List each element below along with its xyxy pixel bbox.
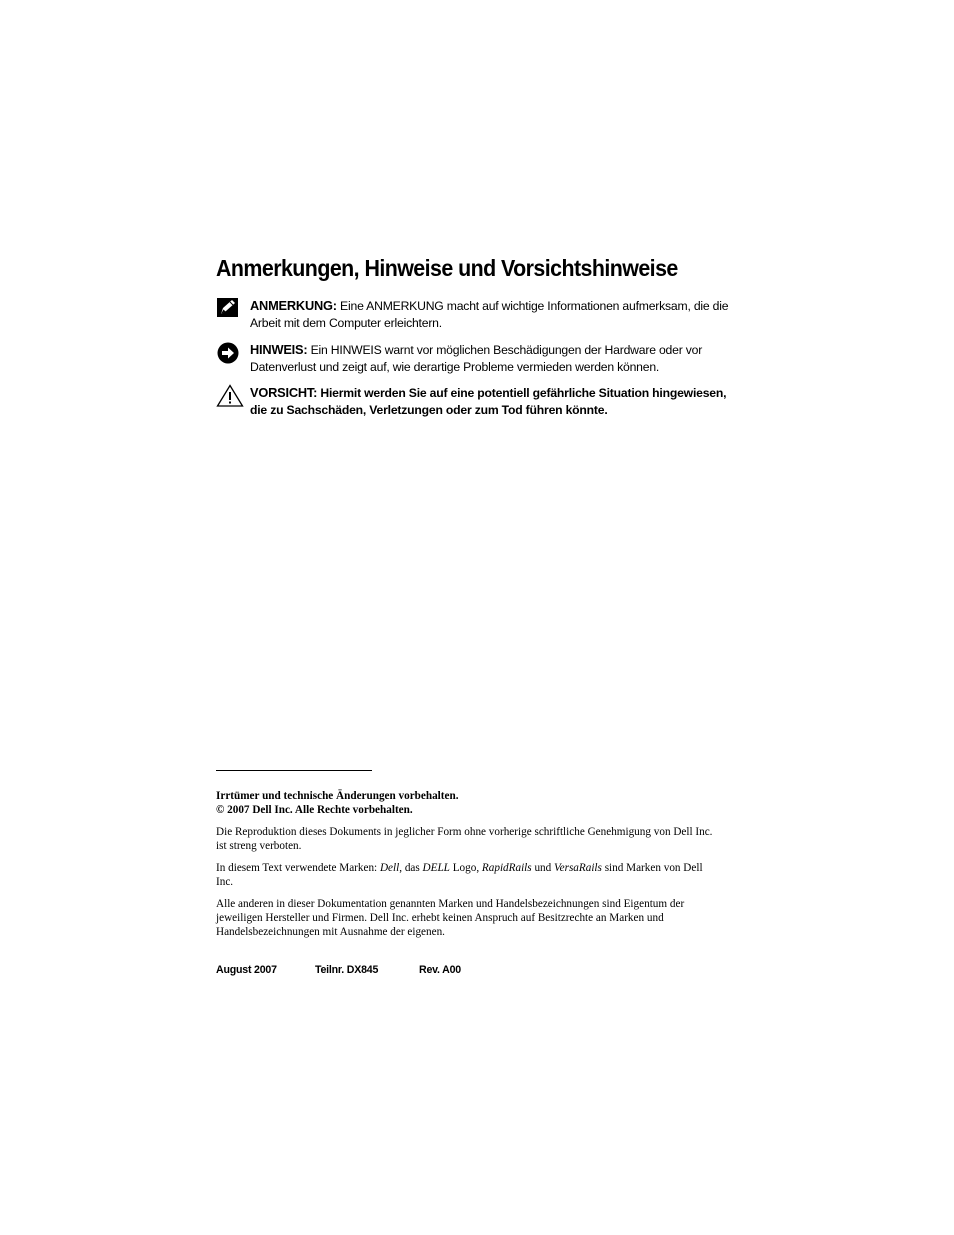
reproduction-text: Die Reproduktion dieses Dokuments in jeglicher Form ohne vorherige schriftliche Genehmigung von Dell Inc. ist streng verboten.: [216, 826, 713, 852]
legal-heading: [216, 789, 716, 817]
other-trademarks-text: Alle anderen in dieser Dokumentation genannten Marken und Handelsbezeichnungen sind Eigentum der jeweiligen Hersteller und Firmen. Dell Inc. erhebt keinen Anspruch auf Besitzrechte an Marken und Handelsbezeichnungen mit Ausnahme der eigenen.: [216, 898, 685, 938]
reproduction-notice: [216, 825, 716, 853]
other-trademarks-notice: [216, 897, 716, 939]
copyright-line: © 2007 Dell Inc. Alle Rechte vorbehalten.: [216, 804, 413, 816]
warning-triangle-icon: [216, 384, 242, 410]
notice-body: Ein HINWEIS warnt vor möglichen Beschädigungen der Hardware oder vor Datenverlust und zeigt auf, wie derartige Probleme vermieden werden können.: [250, 343, 703, 374]
trademark-versarails: VersaRails: [554, 862, 602, 874]
notice-label: HINWEIS:: [250, 342, 308, 357]
caution-body: Hiermit werden Sie auf eine potentiell gefährliche Situation hingewiesen, die zu Sachschäden, Verletzungen oder zum Tod führen könnte.: [250, 386, 727, 417]
arrow-circle-icon: [216, 341, 242, 367]
trademarks-sep-2: Logo,: [449, 862, 482, 874]
trademark-dell-logo: DELL: [422, 862, 450, 874]
pencil-note-icon: [216, 297, 242, 323]
trademark-dell: Dell: [379, 862, 400, 874]
trademarks-sep-3: und: [531, 862, 555, 874]
trademark-rapidrails: RapidRails: [481, 862, 532, 874]
page-title: Anmerkungen, Hinweise und Vorsichtshinweise: [216, 255, 678, 281]
caution-label: VORSICHT:: [250, 385, 318, 400]
caution-text: [250, 384, 730, 419]
footer-date: August 2007: [216, 964, 277, 976]
note-label: ANMERKUNG:: [250, 298, 337, 313]
trademarks-outro: sind Marken von Dell Inc.: [216, 862, 703, 888]
trademarks-sep-1: , das: [399, 862, 423, 874]
note-text: [250, 297, 730, 332]
footer-part-number: Teilnr. DX845: [315, 964, 379, 976]
trademarks-notice: [216, 861, 716, 889]
notice-text: [250, 341, 730, 376]
footer-revision: Rev. A00: [419, 964, 461, 976]
trademarks-intro: In diesem Text verwendete Marken:: [216, 862, 380, 874]
footnote-divider: [216, 770, 372, 771]
note-body: Eine ANMERKUNG macht auf wichtige Informationen aufmerksam, die die Arbeit mit dem Computer erleichtern.: [250, 299, 729, 330]
trademarks-text: [216, 861, 716, 889]
legal-line-1: Irrtümer und technische Änderungen vorbehalten.: [216, 790, 459, 802]
